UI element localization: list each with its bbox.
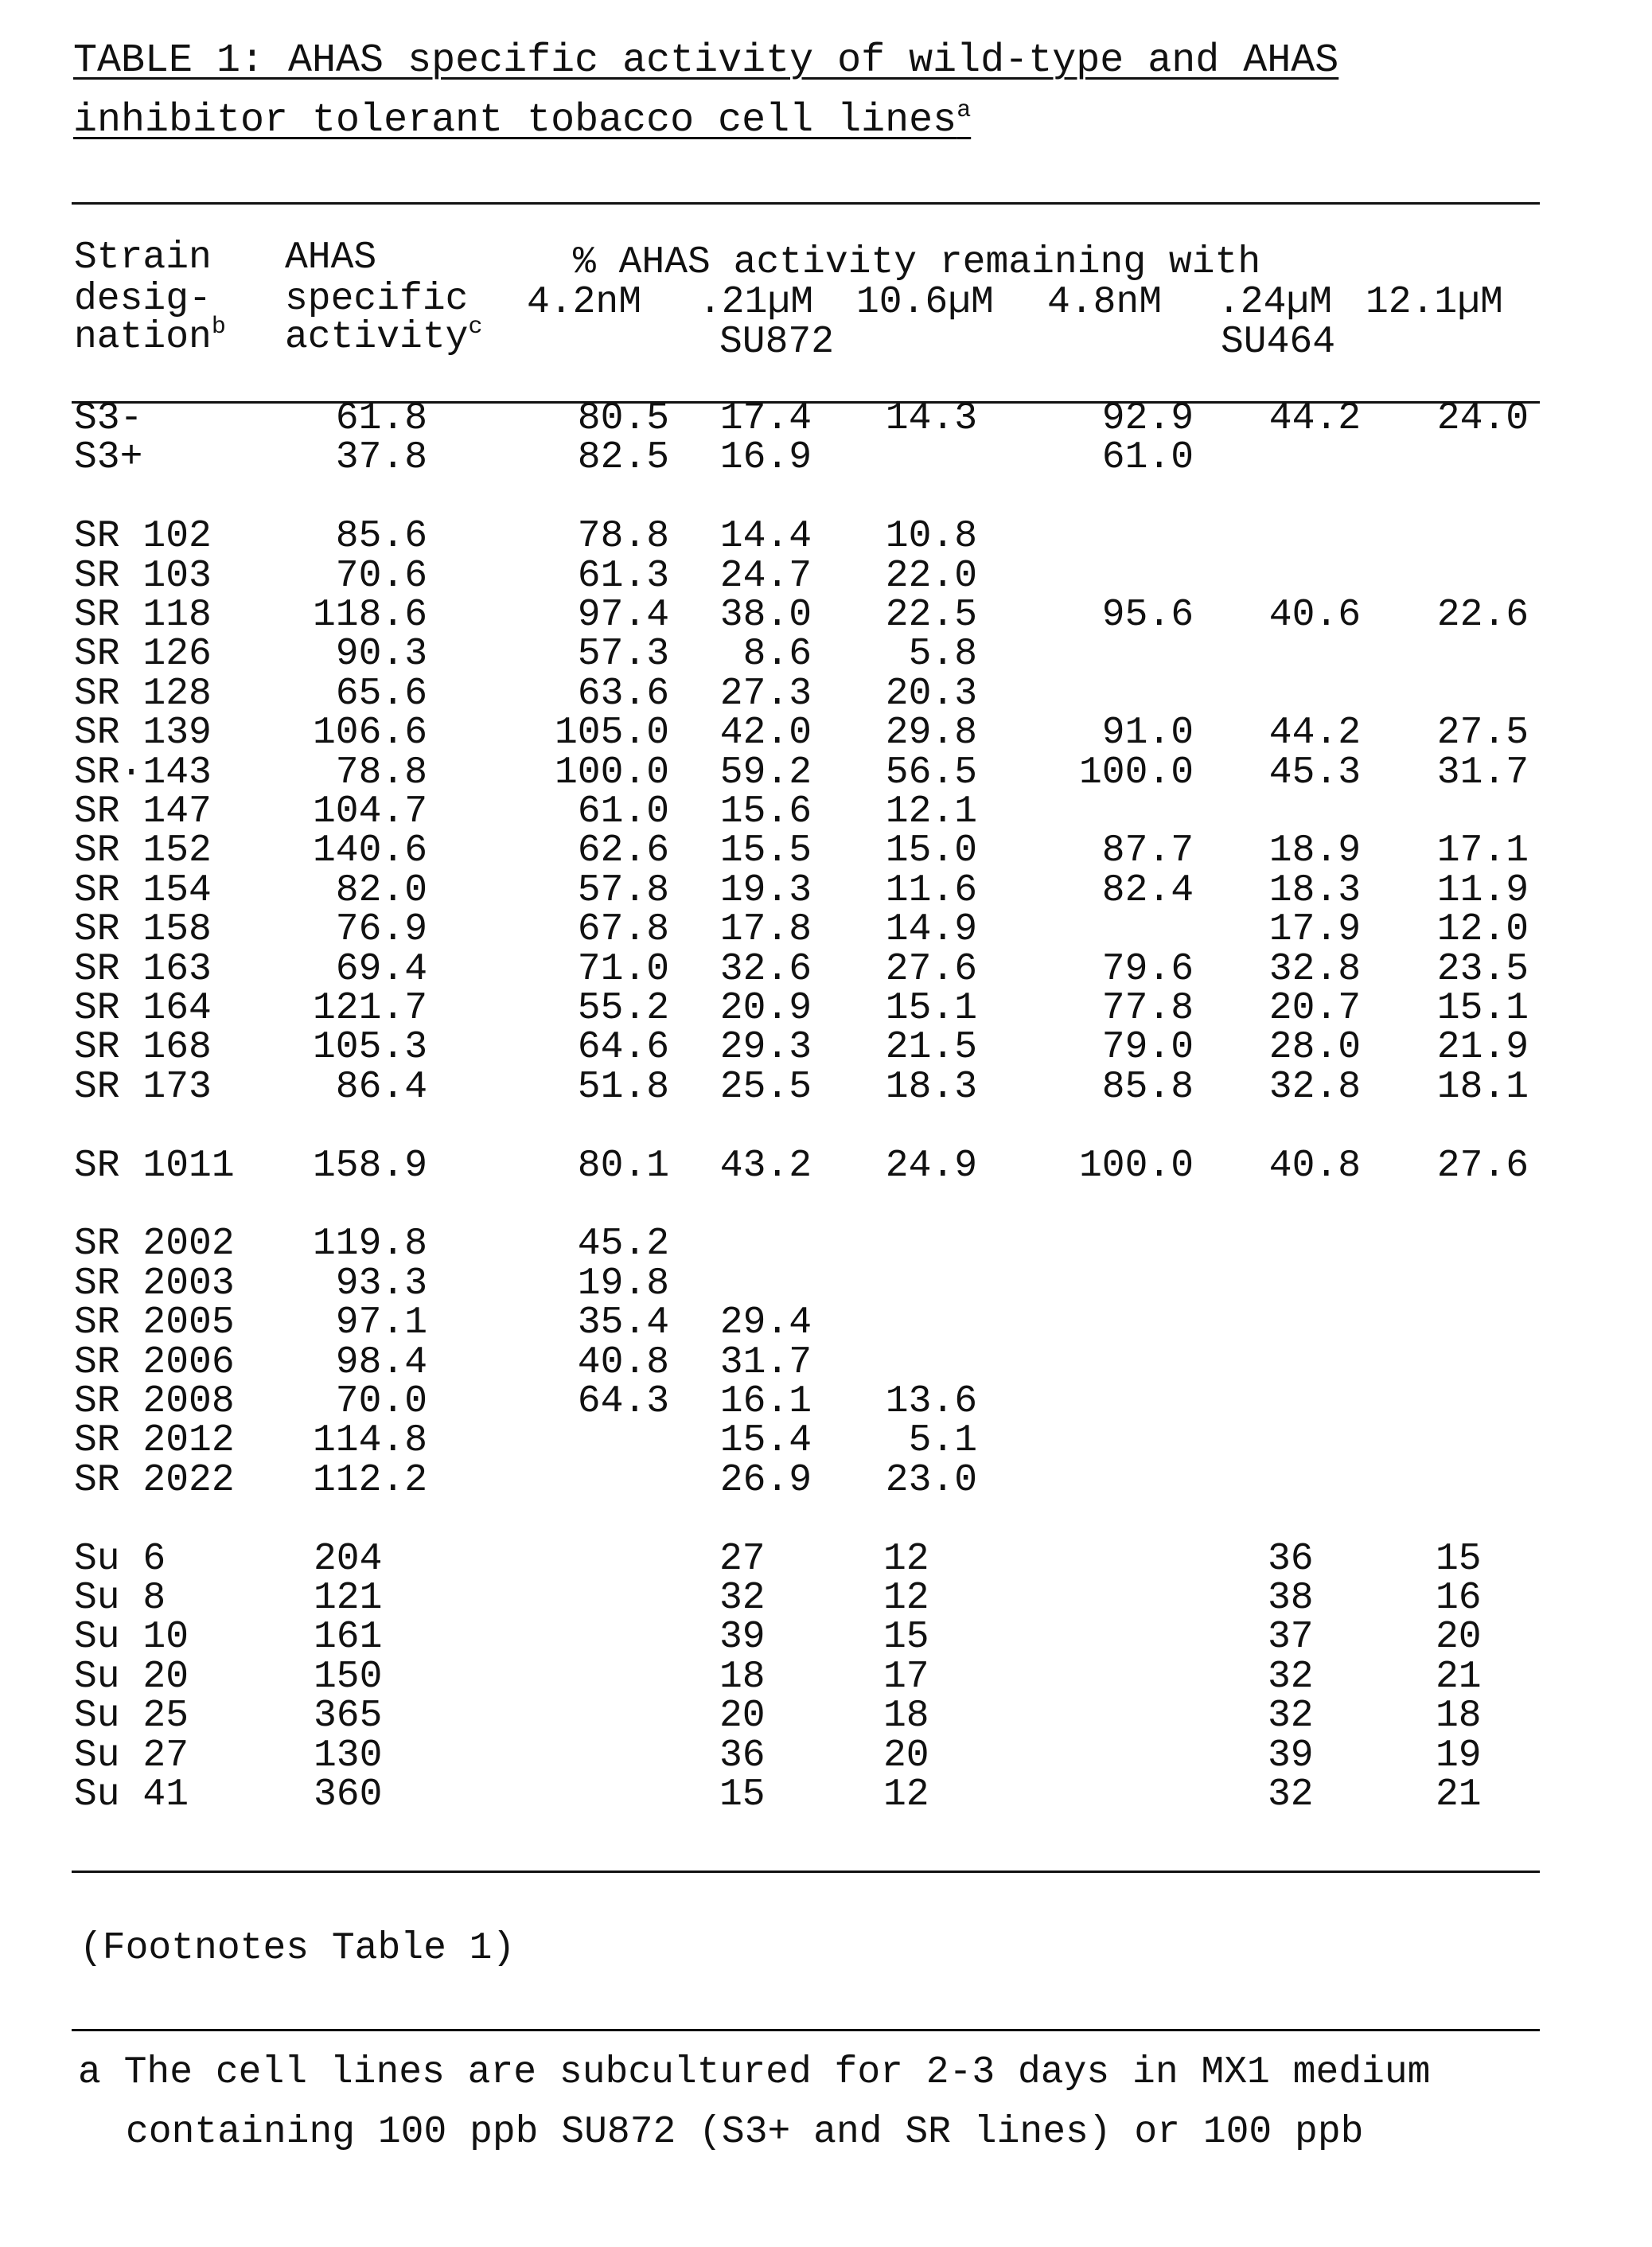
- header-col-024um: .24µM: [1218, 283, 1332, 322]
- bottom-rule: [72, 1871, 1540, 1873]
- cell-strain: SR 139: [74, 714, 212, 752]
- cell-ahas-activity: 106.6: [313, 714, 427, 752]
- cell-su464-12-1um: 20: [1436, 1618, 1482, 1656]
- cell-strain: SR 173: [74, 1068, 212, 1106]
- cell-ahas-activity: 119.8: [313, 1225, 427, 1263]
- cell-ahas-activity: 69.4: [336, 950, 427, 989]
- cell-su872-4-2nm: 57.8: [578, 872, 669, 910]
- cell-ahas-activity: 61.8: [336, 400, 427, 438]
- cell-su872-4-2nm: 67.8: [578, 911, 669, 949]
- cell-ahas-activity: 93.3: [336, 1265, 427, 1303]
- header-col-10-6um: 10.6µM: [856, 283, 994, 322]
- cell-su872-10-6um: 20: [883, 1737, 929, 1775]
- cell-su464-12-1um: 19: [1436, 1737, 1482, 1775]
- cell-strain: SR 2012: [74, 1422, 235, 1460]
- cell-su464-024um: 32.8: [1269, 1068, 1361, 1106]
- cell-su872-021um: 27.3: [720, 675, 812, 713]
- cell-su464-4-8nm: 61.0: [1102, 439, 1194, 477]
- cell-ahas-activity: 161: [314, 1618, 382, 1656]
- cell-su464-024um: 44.2: [1269, 714, 1361, 752]
- cell-su872-10-6um: 5.1: [909, 1422, 977, 1460]
- header-inhibitor-su872: SU872: [719, 323, 834, 361]
- cell-ahas-activity: 37.8: [336, 439, 427, 477]
- cell-ahas-activity: 85.6: [336, 517, 427, 556]
- cell-su872-4-2nm: 35.4: [578, 1304, 669, 1342]
- cell-su872-021um: 43.2: [720, 1147, 812, 1185]
- cell-su464-024um: 20.7: [1269, 989, 1361, 1028]
- cell-su872-10-6um: 15.1: [886, 989, 977, 1028]
- cell-su872-4-2nm: 105.0: [555, 714, 669, 752]
- cell-su464-4-8nm: 79.0: [1102, 1028, 1194, 1067]
- cell-su872-021um: 38.0: [720, 596, 812, 634]
- cell-su464-12-1um: 22.6: [1437, 596, 1529, 634]
- cell-su872-4-2nm: 61.0: [578, 793, 669, 831]
- cell-su872-021um: 25.5: [720, 1068, 812, 1106]
- cell-su872-4-2nm: 57.3: [578, 635, 669, 673]
- cell-su464-12-1um: 15.1: [1437, 989, 1529, 1028]
- cell-strain: SR 2006: [74, 1344, 235, 1382]
- cell-strain: SR 128: [74, 675, 212, 713]
- cell-su464-024um: 44.2: [1269, 400, 1361, 438]
- cell-su464-024um: 40.8: [1269, 1147, 1361, 1185]
- cell-strain: SR 118: [74, 596, 212, 634]
- cell-su464-024um: 36: [1268, 1540, 1314, 1578]
- cell-strain: SR 147: [74, 793, 212, 831]
- cell-su464-12-1um: 18.1: [1437, 1068, 1529, 1106]
- cell-su872-10-6um: 15: [883, 1618, 929, 1656]
- cell-su872-4-2nm: 62.6: [578, 832, 669, 870]
- cell-su872-10-6um: 12: [883, 1540, 929, 1578]
- cell-su872-4-2nm: 19.8: [578, 1265, 669, 1303]
- cell-su464-4-8nm: 87.7: [1102, 832, 1194, 870]
- cell-su872-021um: 19.3: [720, 872, 812, 910]
- header-ahas-text: activity: [285, 316, 468, 359]
- cell-su872-4-2nm: 82.5: [578, 439, 669, 477]
- cell-su464-024um: 40.6: [1269, 596, 1361, 634]
- cell-su872-4-2nm: 97.4: [578, 596, 669, 634]
- cell-su872-10-6um: 12.1: [886, 793, 977, 831]
- cell-ahas-activity: 158.9: [313, 1147, 427, 1185]
- cell-ahas-activity: 70.6: [336, 557, 427, 595]
- cell-su872-10-6um: 12: [883, 1776, 929, 1814]
- cell-su872-10-6um: 10.8: [886, 517, 977, 556]
- footnote-marker-c: c: [468, 314, 482, 341]
- cell-su464-4-8nm: 77.8: [1102, 989, 1194, 1028]
- footnote-a-line2: containing 100 ppb SU872 (S3+ and SR lines) or 100 ppb: [126, 2113, 1363, 2151]
- cell-ahas-activity: 118.6: [313, 596, 427, 634]
- cell-strain: SR 2002: [74, 1225, 235, 1263]
- cell-strain: S3-: [74, 400, 142, 438]
- cell-su872-10-6um: 5.8: [909, 635, 977, 673]
- header-col-4-8nm: 4.8nM: [1047, 283, 1162, 322]
- cell-su872-4-2nm: 71.0: [578, 950, 669, 989]
- header-strain-text: nation: [74, 316, 212, 359]
- cell-ahas-activity: 121.7: [313, 989, 427, 1028]
- cell-strain: SR 163: [74, 950, 212, 989]
- cell-ahas-activity: 150: [314, 1658, 382, 1696]
- cell-su464-024um: 18.9: [1269, 832, 1361, 870]
- cell-su464-12-1um: 27.5: [1437, 714, 1529, 752]
- cell-su872-021um: 17.4: [720, 400, 812, 438]
- cell-strain: SR 152: [74, 832, 212, 870]
- cell-ahas-activity: 365: [314, 1697, 382, 1735]
- header-ahas-1: AHAS: [285, 239, 376, 277]
- cell-su872-4-2nm: 80.1: [578, 1147, 669, 1185]
- cell-su464-4-8nm: 91.0: [1102, 714, 1194, 752]
- footnote-a-line1: a The cell lines are subcultured for 2-3 days in MX1 medium: [78, 2054, 1430, 2092]
- cell-ahas-activity: 105.3: [313, 1028, 427, 1067]
- cell-strain: SR·143: [74, 754, 212, 792]
- cell-su872-021um: 18: [719, 1658, 766, 1696]
- cell-strain: Su 10: [74, 1618, 189, 1656]
- cell-su464-12-1um: 21.9: [1437, 1028, 1529, 1067]
- cell-su464-024um: 39: [1268, 1737, 1314, 1775]
- cell-su464-024um: 32: [1268, 1697, 1314, 1735]
- cell-su872-021um: 24.7: [720, 557, 812, 595]
- cell-su872-4-2nm: 64.3: [578, 1383, 669, 1421]
- cell-su872-10-6um: 15.0: [886, 832, 977, 870]
- cell-su872-10-6um: 22.0: [886, 557, 977, 595]
- cell-su872-021um: 42.0: [720, 714, 812, 752]
- cell-strain: Su 8: [74, 1579, 166, 1617]
- cell-su872-021um: 20.9: [720, 989, 812, 1028]
- cell-strain: SR 1011: [74, 1147, 235, 1185]
- cell-ahas-activity: 140.6: [313, 832, 427, 870]
- cell-su872-021um: 20: [719, 1697, 766, 1735]
- cell-su464-12-1um: 11.9: [1437, 872, 1529, 910]
- cell-su464-4-8nm: 85.8: [1102, 1068, 1194, 1106]
- cell-su464-024um: 38: [1268, 1579, 1314, 1617]
- title-text: inhibitor tolerant tobacco cell lines: [73, 98, 957, 143]
- footnotes-rule: [72, 2029, 1540, 2031]
- cell-su464-12-1um: 16: [1436, 1579, 1482, 1617]
- cell-su872-10-6um: 56.5: [886, 754, 977, 792]
- cell-su872-10-6um: 22.5: [886, 596, 977, 634]
- cell-su872-021um: 15: [719, 1776, 766, 1814]
- header-col-021um: .21µM: [699, 283, 813, 322]
- cell-su872-021um: 17.8: [720, 911, 812, 949]
- cell-su464-12-1um: 21: [1436, 1776, 1482, 1814]
- cell-su464-024um: 37: [1268, 1618, 1314, 1656]
- cell-su464-4-8nm: 79.6: [1102, 950, 1194, 989]
- header-col-4-2nm: 4.2nM: [527, 283, 641, 322]
- cell-su464-024um: 32: [1268, 1776, 1314, 1814]
- cell-strain: SR 154: [74, 872, 212, 910]
- cell-su872-021um: 26.9: [720, 1461, 812, 1500]
- header-group-label: % AHAS activity remaining with: [573, 244, 1260, 282]
- cell-strain: SR 2003: [74, 1265, 235, 1303]
- cell-su872-021um: 31.7: [720, 1344, 812, 1382]
- cell-strain: Su 25: [74, 1697, 189, 1735]
- cell-su872-10-6um: 13.6: [886, 1383, 977, 1421]
- cell-su872-10-6um: 17: [883, 1658, 929, 1696]
- cell-su464-12-1um: 18: [1436, 1697, 1482, 1735]
- cell-su872-021um: 36: [719, 1737, 766, 1775]
- cell-strain: SR 103: [74, 557, 212, 595]
- cell-su872-021um: 29.3: [720, 1028, 812, 1067]
- cell-su464-4-8nm: 100.0: [1079, 1147, 1194, 1185]
- cell-strain: SR 2008: [74, 1383, 235, 1421]
- cell-strain: SR 102: [74, 517, 212, 556]
- cell-strain: Su 41: [74, 1776, 189, 1814]
- cell-strain: S3+: [74, 439, 142, 477]
- cell-strain: SR 158: [74, 911, 212, 949]
- cell-su464-4-8nm: 82.4: [1102, 872, 1194, 910]
- cell-su872-4-2nm: 63.6: [578, 675, 669, 713]
- cell-su464-024um: 45.3: [1269, 754, 1361, 792]
- cell-su872-4-2nm: 55.2: [578, 989, 669, 1028]
- top-rule: [72, 202, 1540, 205]
- cell-strain: SR 126: [74, 635, 212, 673]
- cell-su872-4-2nm: 40.8: [578, 1344, 669, 1382]
- cell-ahas-activity: 70.0: [336, 1383, 427, 1421]
- cell-su872-021um: 15.6: [720, 793, 812, 831]
- cell-su872-021um: 32: [719, 1579, 766, 1617]
- cell-su872-021um: 16.9: [720, 439, 812, 477]
- cell-ahas-activity: 104.7: [313, 793, 427, 831]
- cell-ahas-activity: 86.4: [336, 1068, 427, 1106]
- cell-ahas-activity: 90.3: [336, 635, 427, 673]
- footnote-marker-a: a: [957, 97, 971, 124]
- cell-strain: SR 2022: [74, 1461, 235, 1500]
- cell-strain: Su 6: [74, 1540, 166, 1578]
- cell-su872-10-6um: 20.3: [886, 675, 977, 713]
- cell-su872-10-6um: 29.8: [886, 714, 977, 752]
- cell-su872-10-6um: 23.0: [886, 1461, 977, 1500]
- cell-su872-021um: 14.4: [720, 517, 812, 556]
- cell-su464-12-1um: 24.0: [1437, 400, 1529, 438]
- cell-ahas-activity: 130: [314, 1737, 382, 1775]
- cell-ahas-activity: 360: [314, 1776, 382, 1814]
- cell-ahas-activity: 65.6: [336, 675, 427, 713]
- header-strain-2: desig-: [74, 280, 212, 318]
- header-ahas-3: [285, 318, 482, 357]
- cell-ahas-activity: 114.8: [313, 1422, 427, 1460]
- cell-su464-12-1um: 15: [1436, 1540, 1482, 1578]
- cell-su872-4-2nm: 80.5: [578, 400, 669, 438]
- cell-su464-024um: 28.0: [1269, 1028, 1361, 1067]
- cell-ahas-activity: 76.9: [336, 911, 427, 949]
- cell-strain: Su 27: [74, 1737, 189, 1775]
- cell-su872-021um: 15.5: [720, 832, 812, 870]
- cell-su872-4-2nm: 45.2: [578, 1225, 669, 1263]
- cell-su464-024um: 32.8: [1269, 950, 1361, 989]
- cell-su872-021um: 59.2: [720, 754, 812, 792]
- cell-ahas-activity: 204: [314, 1540, 382, 1578]
- cell-su872-4-2nm: 51.8: [578, 1068, 669, 1106]
- cell-su872-4-2nm: 61.3: [578, 557, 669, 595]
- cell-strain: SR 2005: [74, 1304, 235, 1342]
- cell-strain: SR 164: [74, 989, 212, 1028]
- footnote-marker-b: b: [212, 314, 226, 341]
- cell-su872-10-6um: 24.9: [886, 1147, 977, 1185]
- header-col-12-1um: 12.1µM: [1366, 283, 1503, 322]
- header-strain-3: [74, 318, 226, 357]
- table-title-line2: [73, 101, 971, 141]
- table-title-line1: TABLE 1: AHAS specific activity of wild-type and AHAS: [73, 41, 1338, 81]
- cell-ahas-activity: 121: [314, 1579, 382, 1617]
- cell-su872-10-6um: 21.5: [886, 1028, 977, 1067]
- cell-su872-021um: 39: [719, 1618, 766, 1656]
- header-strain-1: Strain: [74, 239, 212, 277]
- cell-su872-10-6um: 14.9: [886, 911, 977, 949]
- cell-su464-4-8nm: 95.6: [1102, 596, 1194, 634]
- cell-su872-10-6um: 11.6: [886, 872, 977, 910]
- cell-su872-10-6um: 18.3: [886, 1068, 977, 1106]
- cell-su464-12-1um: 31.7: [1437, 754, 1529, 792]
- cell-su872-10-6um: 12: [883, 1579, 929, 1617]
- cell-su464-024um: 17.9: [1269, 911, 1361, 949]
- cell-su872-10-6um: 14.3: [886, 400, 977, 438]
- cell-su872-021um: 29.4: [720, 1304, 812, 1342]
- header-inhibitor-su464: SU464: [1221, 323, 1335, 361]
- cell-su464-12-1um: 23.5: [1437, 950, 1529, 989]
- cell-su872-021um: 15.4: [720, 1422, 812, 1460]
- cell-su872-021um: 8.6: [743, 635, 812, 673]
- footnotes-heading: (Footnotes Table 1): [80, 1929, 515, 1968]
- cell-su464-4-8nm: 92.9: [1102, 400, 1194, 438]
- cell-su872-4-2nm: 64.6: [578, 1028, 669, 1067]
- cell-su464-12-1um: 21: [1436, 1658, 1482, 1696]
- cell-ahas-activity: 98.4: [336, 1344, 427, 1382]
- cell-ahas-activity: 97.1: [336, 1304, 427, 1342]
- cell-su872-4-2nm: 100.0: [555, 754, 669, 792]
- cell-ahas-activity: 112.2: [313, 1461, 427, 1500]
- cell-su872-021um: 16.1: [720, 1383, 812, 1421]
- cell-su872-10-6um: 18: [883, 1697, 929, 1735]
- cell-su872-021um: 32.6: [720, 950, 812, 989]
- cell-su464-12-1um: 12.0: [1437, 911, 1529, 949]
- cell-ahas-activity: 82.0: [336, 872, 427, 910]
- header-ahas-2: specific: [285, 280, 468, 318]
- cell-strain: Su 20: [74, 1658, 189, 1696]
- cell-su464-4-8nm: 100.0: [1079, 754, 1194, 792]
- cell-ahas-activity: 78.8: [336, 754, 427, 792]
- cell-su872-021um: 27: [719, 1540, 766, 1578]
- cell-su464-024um: 18.3: [1269, 872, 1361, 910]
- cell-su464-12-1um: 17.1: [1437, 832, 1529, 870]
- cell-su464-024um: 32: [1268, 1658, 1314, 1696]
- cell-su872-10-6um: 27.6: [886, 950, 977, 989]
- cell-strain: SR 168: [74, 1028, 212, 1067]
- cell-su464-12-1um: 27.6: [1437, 1147, 1529, 1185]
- cell-su872-4-2nm: 78.8: [578, 517, 669, 556]
